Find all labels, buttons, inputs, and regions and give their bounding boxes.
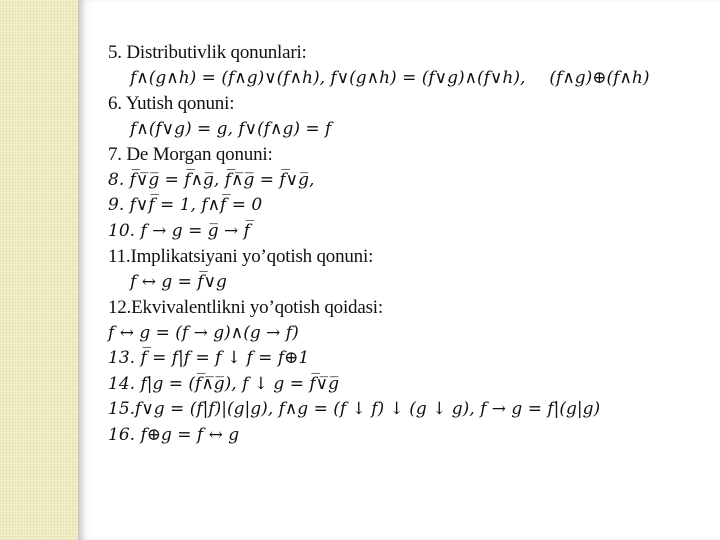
decorative-side-strip xyxy=(0,0,78,540)
formula-15: 15.f∨g = (f|f)|(g|g), f∧g = (f ↓ f) ↓ (g ↓ g), f → g = f|(g|g) xyxy=(108,399,601,419)
slide-content xyxy=(108,40,708,448)
formula-distributive-main: f∧(g∧h) = (f∧g)∨(f∧h), f∨(g∧h) = (f∨g)∧(f∨h), xyxy=(130,67,526,88)
formula-distributive-xor: (f∧g)⊕(f∧h) xyxy=(549,67,650,88)
formula-16: 16. f⊕g = f ↔ g xyxy=(108,424,240,445)
law-heading-absorption: 6. Yutish qonuni: xyxy=(108,93,235,114)
formula-9: 9. f∨f̅ = 1, f∧f̅ = 0 xyxy=(108,195,263,215)
formula-13: 13. f̅ = f|f = f ↓ f = f⊕1 xyxy=(108,348,310,368)
law-heading-equivalence: 12.Ekvivalentlikni yo’qotish qoidasi: xyxy=(108,297,383,318)
formula-implication: f ↔ g = f̅∨g xyxy=(130,271,227,292)
law-heading-distributive: 5. Distributivlik qonunlari: xyxy=(108,42,307,63)
formula-distributive xyxy=(108,66,708,92)
formula-equivalence: f ↔ g = (f → g)∧(g → f) xyxy=(108,322,299,343)
law-heading-implication: 11.Implikatsiyani yo’qotish qonuni: xyxy=(108,246,374,267)
law-heading-de-morgan: 7. De Morgan qonuni: xyxy=(108,144,273,165)
formula-8: 8. f̅∨̅g̅ = f̅∧g̅, f̅∧̅g̅ = f̅∨g̅, xyxy=(108,169,315,190)
formula-14: 14. f|g = (f̅∧̅g̅), f ↓ g = f̅∨̅g̅ xyxy=(108,373,339,394)
formula-10: 10. f → g = g̅ → f̅ xyxy=(108,220,250,241)
formula-absorption: f∧(f∨g) = g, f∨(f∧g) = f xyxy=(130,118,332,139)
